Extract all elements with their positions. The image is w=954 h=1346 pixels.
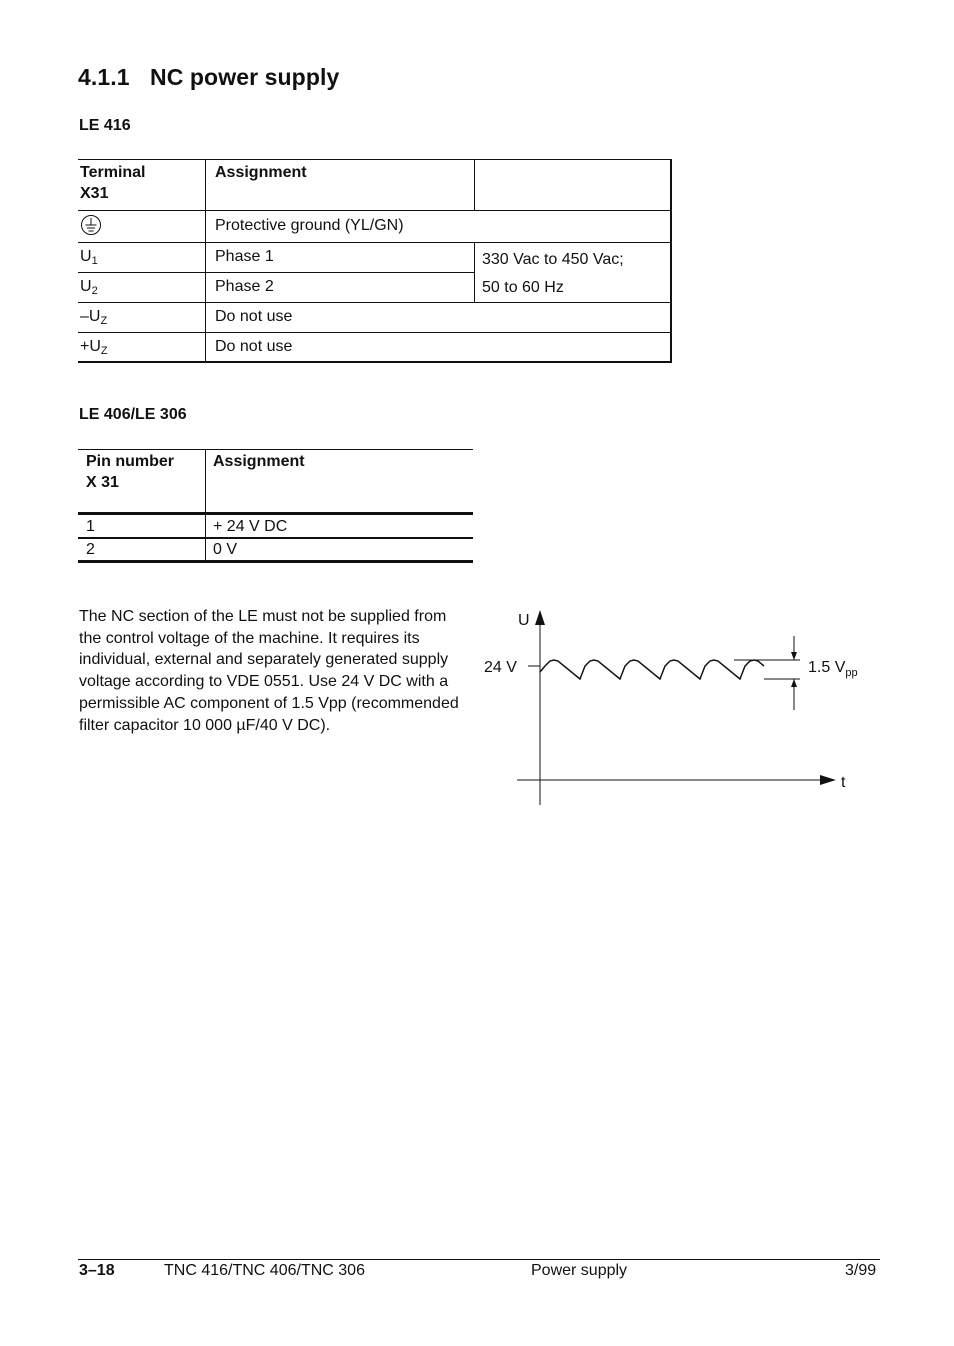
section-heading: [78, 64, 339, 91]
row-assignment: Protective ground (YL/GN): [215, 217, 404, 234]
supply-description: The NC section of the LE must not be supplied from the control voltage of the machine. It requires its individual, external and separately generated supply voltage according to VDE 0551. Use 24 V DC with a permissible AC component of 1.5 Vpp (recommended filter capacitor 10 000 µF/40 V DC).: [79, 608, 459, 734]
level-label: 24 V: [484, 659, 517, 676]
footer-rule: [78, 1259, 880, 1260]
row-terminal: $+U_Z$: [80, 338, 108, 357]
le406-heading: LE 406/LE 306: [79, 406, 187, 423]
y-axis-label: U: [518, 612, 530, 629]
row-terminal: $-U_Z$: [80, 308, 108, 327]
section-number: 4.1.1: [78, 64, 130, 90]
pin-cell: 1: [86, 518, 95, 535]
protective-ground-icon: [80, 214, 102, 241]
pin-cell: 2: [86, 541, 95, 558]
row-assignment: Phase 1: [215, 248, 274, 265]
row-terminal: $U_2$: [80, 278, 98, 297]
pin-assignment: 0 V: [213, 541, 238, 558]
assignment-header: Assignment: [215, 164, 307, 181]
ripple-voltage-diagram: [470, 600, 890, 810]
row-assignment: Do not use: [215, 338, 293, 355]
product-name: TNC 416/TNC 406/TNC 306: [164, 1262, 365, 1279]
section-title: NC power supply: [150, 64, 340, 90]
row-assignment: Phase 2: [215, 278, 274, 295]
x-axis-arrow: [820, 775, 836, 785]
x-axis-label: t: [841, 774, 846, 791]
chapter-name: Power supply: [531, 1262, 628, 1279]
row-assignment: Do not use: [215, 308, 293, 325]
pin-assignment: + 24 V DC: [213, 518, 288, 535]
voltage-range: 330 Vac to 450 Vac; 50 to 60 Hz: [482, 251, 624, 296]
row-terminal: $U_1$: [80, 248, 98, 267]
terminal-header: Terminal X31: [80, 164, 146, 202]
le416-heading: LE 416: [79, 117, 131, 134]
ripple-label: 1.5 $V_{pp}$: [808, 659, 858, 679]
ripple-arrow-up: [791, 679, 797, 687]
ripple-waveform: [540, 660, 764, 679]
y-axis-arrow: [535, 610, 545, 625]
page-number: 3–18: [79, 1262, 115, 1279]
ripple-arrow-down: [791, 652, 797, 660]
revision-date: 3/99: [845, 1262, 877, 1279]
pin-number-header: Pin number X 31: [86, 453, 175, 491]
assignment-header: Assignment: [213, 453, 305, 470]
